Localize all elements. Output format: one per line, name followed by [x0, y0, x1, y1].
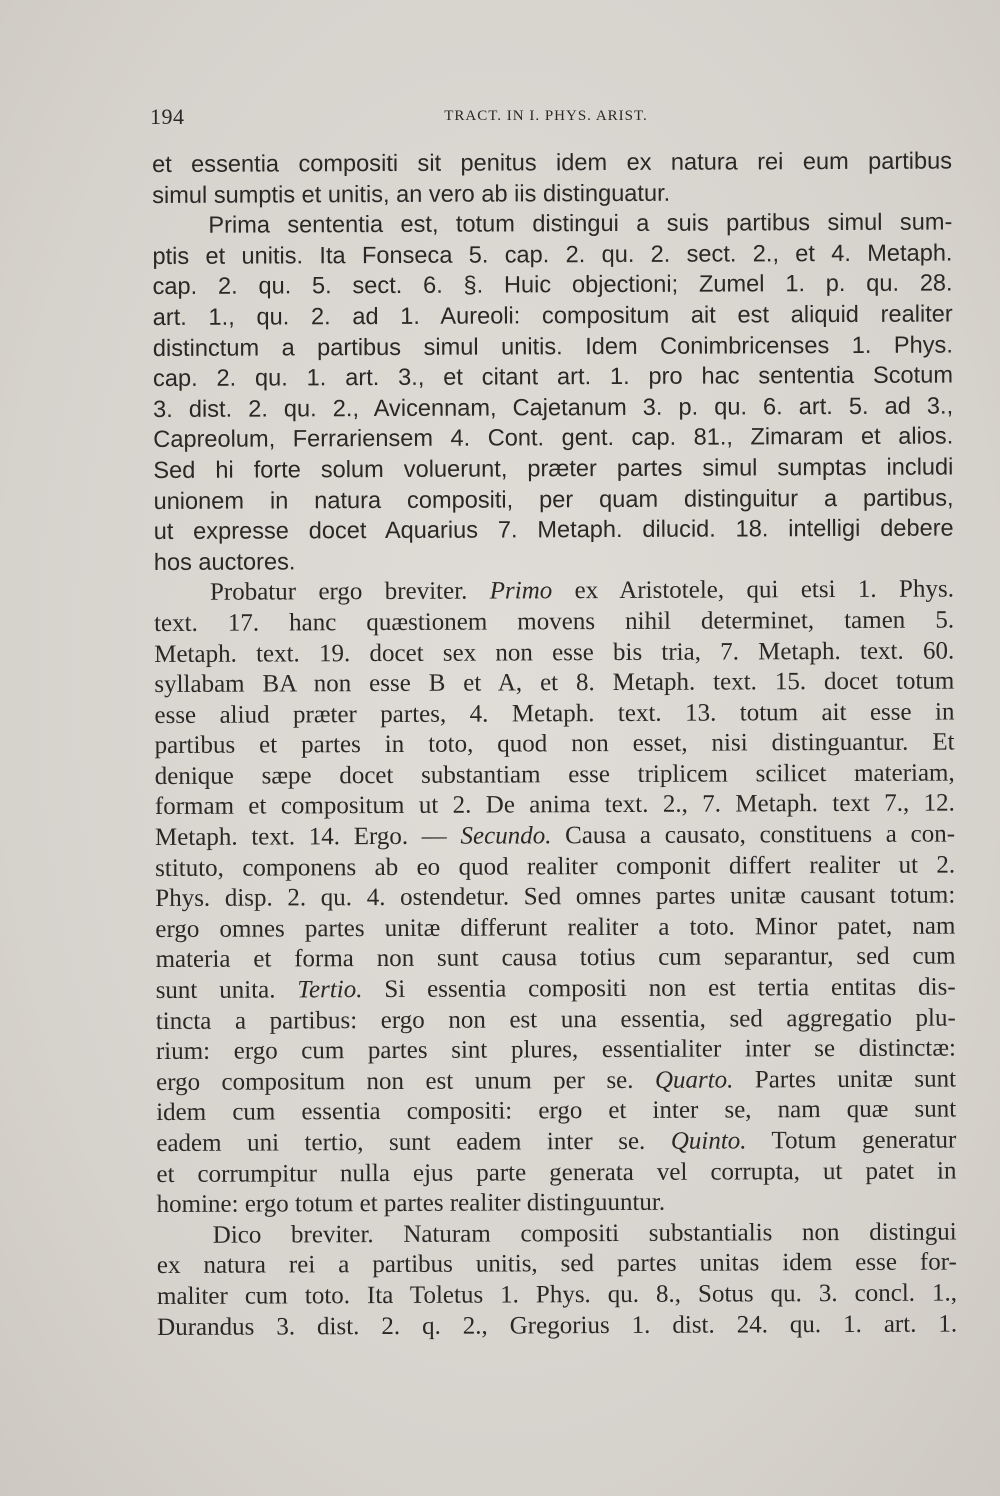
text-line: partibus et partes in toto, quod non esset, nisi distinguantur. Et	[154, 728, 955, 760]
text-line: et essentia compositi sit penitus idem ex natura rei eum partibus	[152, 148, 953, 178]
text-line: Metaph. text. 19. docet sex non esse bis tria, 7. Metaph. text. 60.	[154, 637, 955, 668]
text-line: syllabam BA non esse B et A, et 8. Metaph. text. 15. docet totum	[154, 667, 955, 699]
text-line: stituto, componens ab eo quod realiter componit differt realiter ut 2.	[155, 851, 956, 882]
text-line: rium: ergo cum partes sint plures, essentialiter inter se distinctæ:	[155, 1034, 956, 1066]
text-line: Metaph. text. 14. Ergo. — Secundo. Causa a causato, constituens a con-	[154, 820, 956, 852]
argument-paragraph	[154, 575, 957, 1343]
text-line: Dico breviter. Naturam compositi substantialis non distingui	[212, 1218, 957, 1249]
text-line: Prima sententia est, totum distingui a suis partibus simul sum-	[208, 209, 953, 239]
running-head: TRACT. IN I. PHYS. ARIST.	[444, 108, 648, 124]
text-line: Sed hi forte solum voluerunt, præter partes simul sumptas includi	[153, 454, 954, 484]
text-line: sunt unita. Tertio. Si essentia compositi non est tertia entitas dis-	[155, 973, 956, 1005]
text-line: Durandus 3. dist. 2. q. 2., Gregorius 1. dist. 24. qu. 1. art. 1.	[157, 1310, 958, 1341]
text-line: formam et compositum ut 2. De anima text. 2., 7. Metaph. text 7., 12.	[154, 789, 955, 821]
page-header	[150, 104, 942, 134]
text-line: Phys. disp. 2. qu. 4. ostendetur. Sed omnes partes unitæ causant totum:	[155, 881, 956, 913]
text-line: ut expresse docet Aquarius 7. Metaph. dilucid. 18. intelligi debere	[153, 515, 954, 546]
text-line: ergo compositum non est unum per se. Quarto. Partes unitæ sunt	[156, 1065, 957, 1096]
text-line: Probatur ergo breviter. Primo ex Aristotele, qui etsi 1. Phys.	[209, 575, 954, 607]
text-line: eadem uni tertio, sunt eadem inter se. Quinto. Totum generatur	[156, 1126, 957, 1157]
page-number: 194	[150, 104, 185, 129]
text-line: cap. 2. qu. 1. art. 3., et citant art. 1. pro hac sententia Scotum	[152, 362, 954, 393]
text-line: ergo omnes partes unitæ differunt realiter a toto. Minor patet, nam	[155, 912, 956, 943]
text-line: ptis et unitis. Ita Fonseca 5. cap. 2. qu. 2. sect. 2., et 4. Metaph.	[152, 240, 953, 270]
text-line: art. 1., qu. 2. ad 1. Aureoli: compositum ait est aliquid realiter	[152, 301, 953, 331]
text-line: cap. 2. qu. 5. sect. 6. §. Huic objectioni; Zumel 1. p. qu. 28.	[152, 270, 953, 301]
text-line: idem cum essentia compositi: ergo et inter se, nam quæ sunt	[156, 1095, 957, 1127]
text-line: 3. dist. 2. qu. 2., Avicennam, Cajetanum 3. p. qu. 6. art. 5. ad 3.,	[153, 393, 954, 423]
text-line: homine: ergo totum et partes realiter distinguuntur.	[156, 1188, 666, 1219]
text-line: ex natura rei a partibus unitis, sed partes unitas idem esse for-	[156, 1248, 957, 1280]
body-text	[152, 147, 957, 1344]
text-line: materia et forma non sunt causa totius cum separantur, sed cum	[155, 942, 956, 974]
text-line: hos auctores.	[153, 549, 296, 576]
text-line: denique sæpe docet substantiam esse triplicem scilicet materiam,	[154, 759, 955, 790]
text-line: Capreolum, Ferrariensem 4. Cont. gent. cap. 81., Zimaram et alios.	[153, 423, 954, 454]
text-line: simul sumptis et unitis, an vero ab iis distinguatur.	[152, 180, 671, 209]
text-line: tincta a partibus: ergo non est una essentia, sed aggregatio plu-	[155, 1004, 956, 1035]
text-line: et corrumpitur nulla ejus parte generata vel corrupta, ut patet in	[156, 1157, 957, 1188]
text-line: unionem in natura compositi, per quam distinguitur a partibus,	[153, 485, 954, 515]
text-line: maliter cum toto. Ita Toletus 1. Phys. qu. 8., Sotus qu. 3. concl. 1.,	[156, 1279, 958, 1310]
text-line: esse aliud præter partes, 4. Metaph. text. 13. totum ait esse in	[154, 698, 955, 729]
text-line: text. 17. hanc quæstionem movens nihil determinet, tamen 5.	[154, 606, 955, 637]
text-line: distinctum a partibus simul unitis. Idem Conimbricenses 1. Phys.	[152, 332, 953, 362]
